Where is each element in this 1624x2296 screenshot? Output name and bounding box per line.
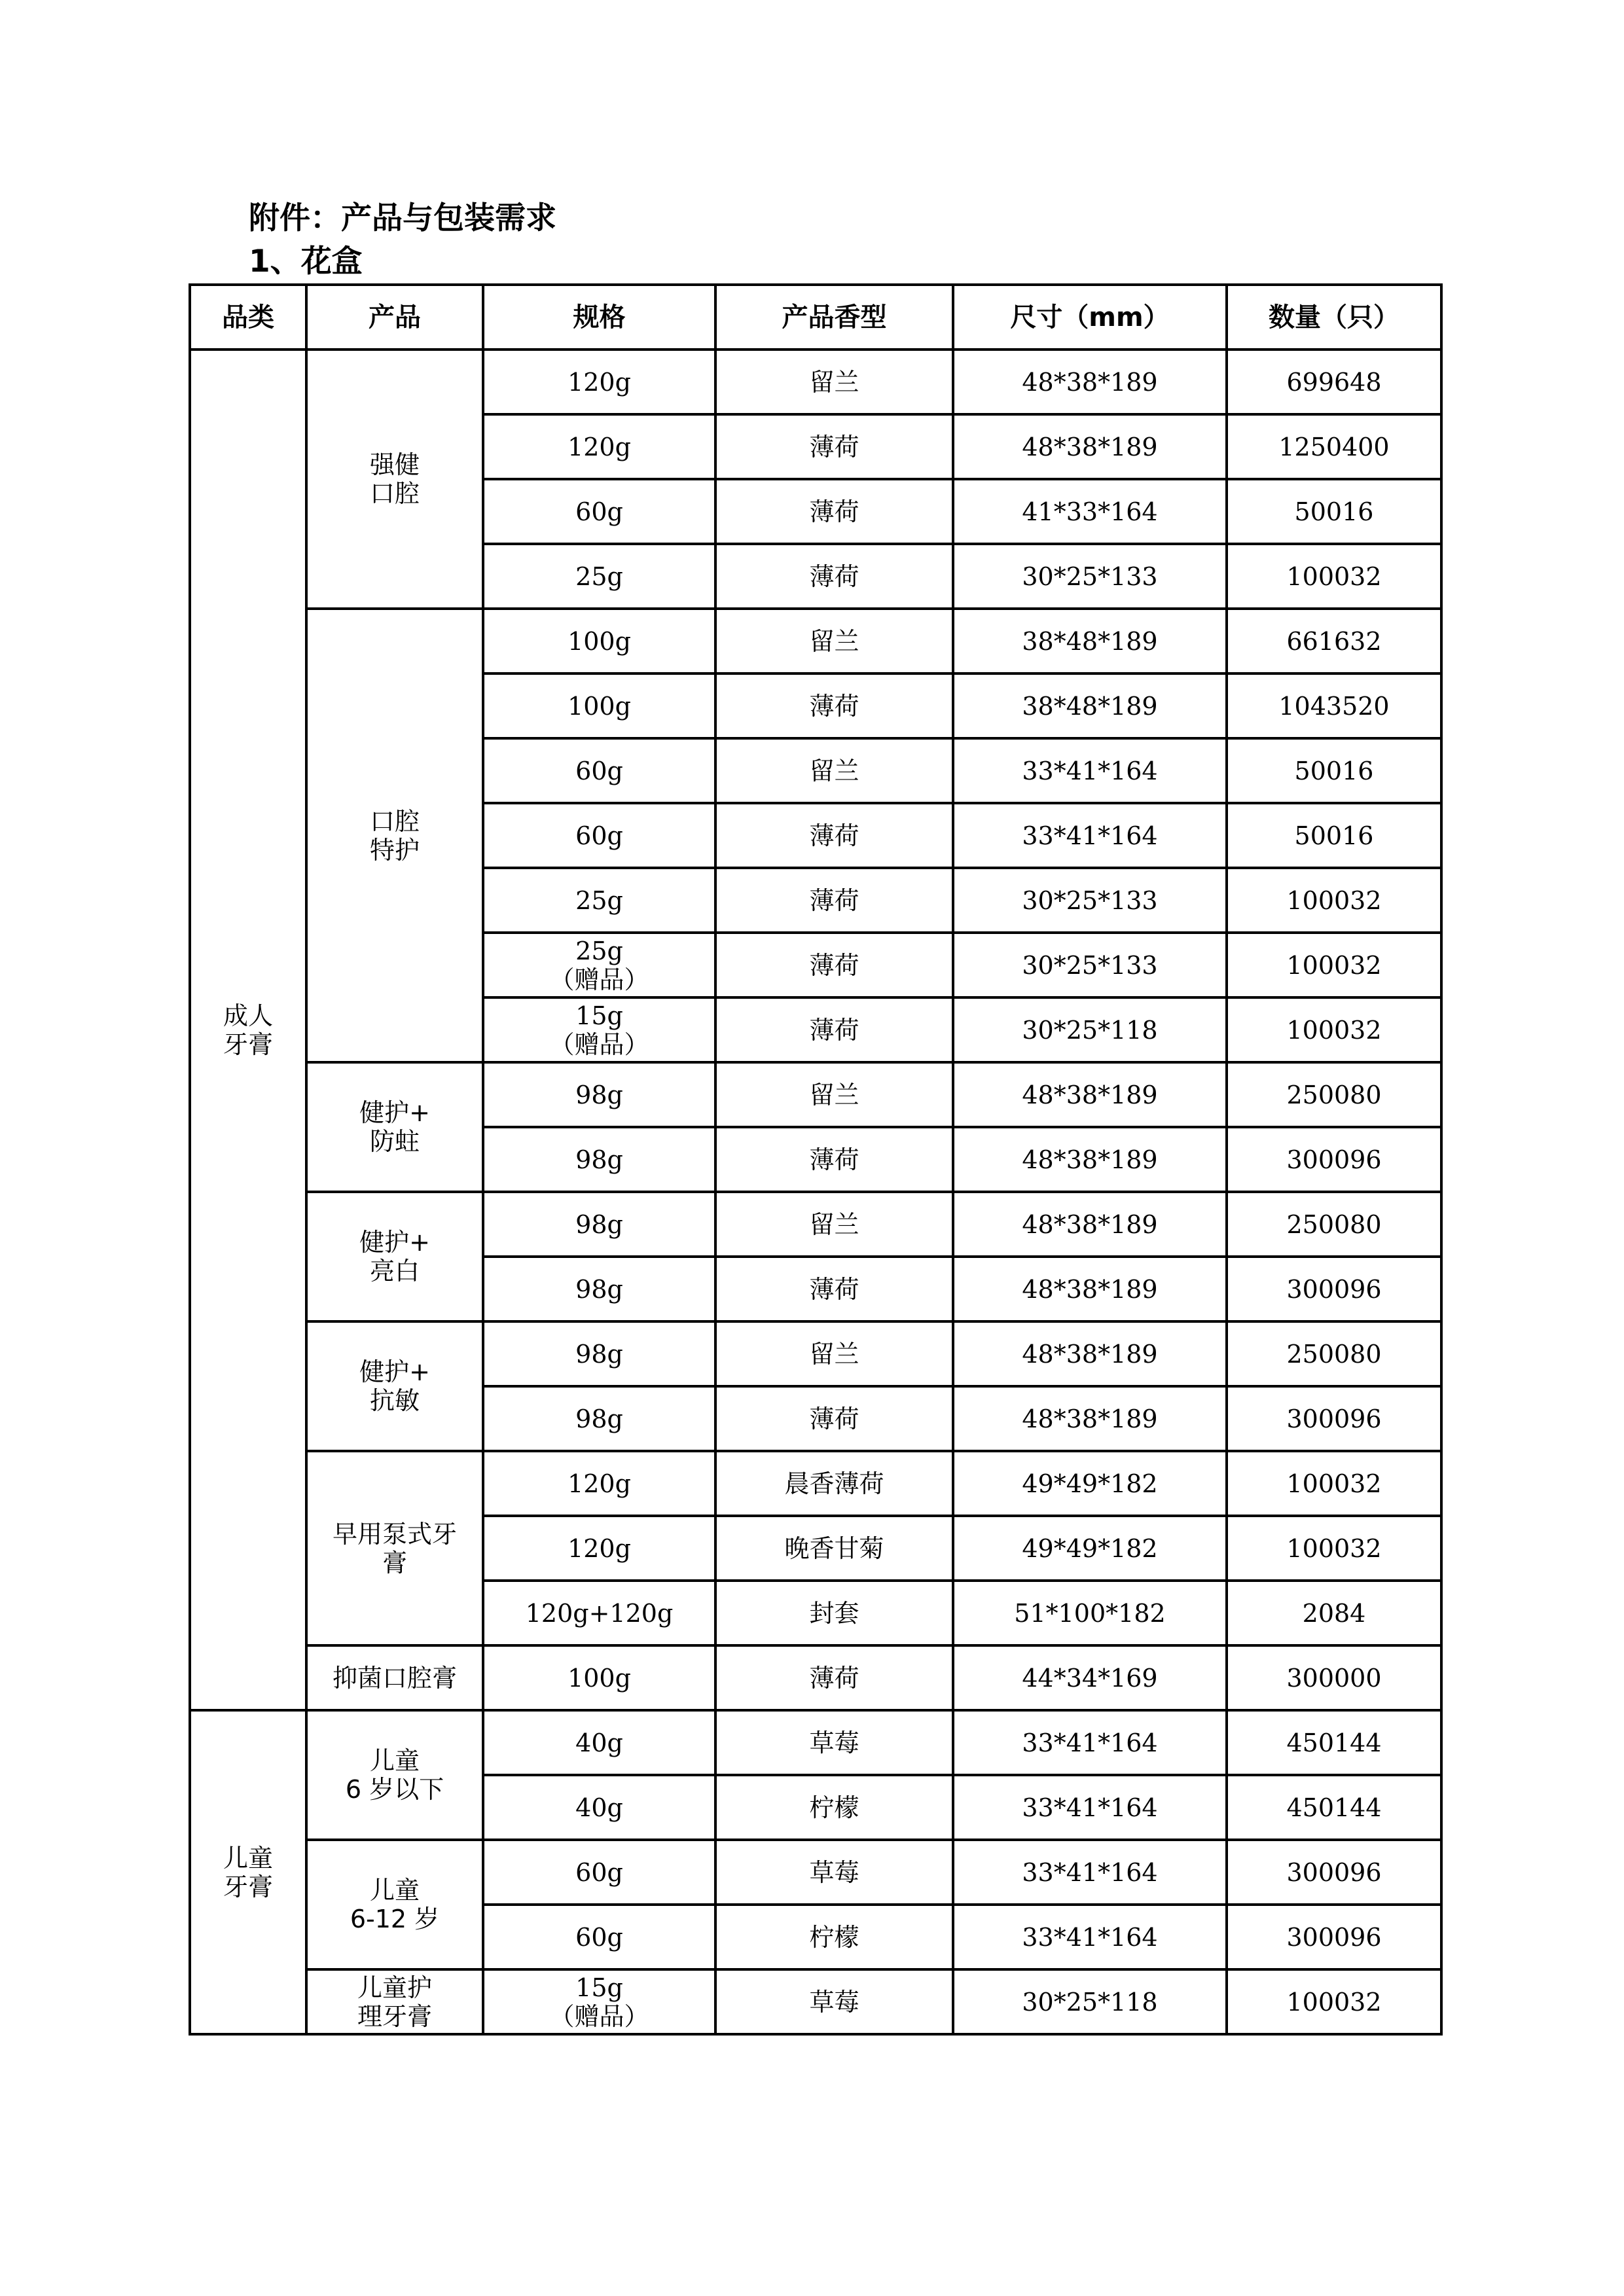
- scent-cell: 薄荷: [715, 544, 953, 609]
- quantity-cell: 100032: [1227, 1969, 1441, 2034]
- header-product: 产品: [306, 285, 483, 350]
- spec-cell: 120g: [483, 414, 715, 479]
- quantity-cell: 100032: [1227, 933, 1441, 997]
- size-cell: 38*48*189: [953, 609, 1227, 673]
- size-cell: 49*49*182: [953, 1451, 1227, 1516]
- scent-cell: 草莓: [715, 1969, 953, 2034]
- spec-cell: 15g （赠品）: [483, 997, 715, 1062]
- product-cell: 健护+ 抗敏: [306, 1321, 483, 1451]
- spec-cell: 40g: [483, 1710, 715, 1775]
- scent-cell: 留兰: [715, 1062, 953, 1127]
- scent-cell: 薄荷: [715, 479, 953, 544]
- spec-cell: 98g: [483, 1127, 715, 1192]
- size-cell: 48*38*189: [953, 1192, 1227, 1257]
- header-spec: 规格: [483, 285, 715, 350]
- section-title: 1、花盒: [249, 243, 363, 279]
- header-category: 品类: [190, 285, 306, 350]
- size-cell: 30*25*133: [953, 868, 1227, 933]
- size-cell: 48*38*189: [953, 350, 1227, 414]
- product-cell: 早用泵式牙 膏: [306, 1451, 483, 1645]
- size-cell: 49*49*182: [953, 1516, 1227, 1581]
- scent-cell: 留兰: [715, 350, 953, 414]
- size-cell: 33*41*164: [953, 803, 1227, 868]
- size-cell: 30*25*118: [953, 997, 1227, 1062]
- spec-cell: 100g: [483, 1645, 715, 1710]
- size-cell: 51*100*182: [953, 1581, 1227, 1645]
- quantity-cell: 100032: [1227, 544, 1441, 609]
- table-row: [190, 1710, 1441, 1775]
- quantity-cell: 250080: [1227, 1062, 1441, 1127]
- quantity-cell: 2084: [1227, 1581, 1441, 1645]
- spec-cell: 60g: [483, 1905, 715, 1969]
- product-cell: 儿童 6-12 岁: [306, 1840, 483, 1969]
- table-row: [190, 1645, 1441, 1710]
- scent-cell: 薄荷: [715, 673, 953, 738]
- spec-cell: 98g: [483, 1386, 715, 1451]
- size-cell: 48*38*189: [953, 1257, 1227, 1321]
- spec-cell: 98g: [483, 1192, 715, 1257]
- quantity-cell: 100032: [1227, 868, 1441, 933]
- scent-cell: 草莓: [715, 1710, 953, 1775]
- scent-cell: 留兰: [715, 1192, 953, 1257]
- quantity-cell: 1043520: [1227, 673, 1441, 738]
- scent-cell: 留兰: [715, 738, 953, 803]
- spec-cell: 98g: [483, 1321, 715, 1386]
- size-cell: 48*38*189: [953, 1062, 1227, 1127]
- scent-cell: 薄荷: [715, 414, 953, 479]
- product-cell: 强健 口腔: [306, 350, 483, 609]
- spec-cell: 120g+120g: [483, 1581, 715, 1645]
- product-cell: 健护+ 亮白: [306, 1192, 483, 1321]
- quantity-cell: 699648: [1227, 350, 1441, 414]
- size-cell: 48*38*189: [953, 414, 1227, 479]
- quantity-cell: 450144: [1227, 1775, 1441, 1840]
- product-cell: 儿童 6 岁以下: [306, 1710, 483, 1840]
- size-cell: 48*38*189: [953, 1321, 1227, 1386]
- quantity-cell: 1250400: [1227, 414, 1441, 479]
- spec-cell: 15g （赠品）: [483, 1969, 715, 2034]
- table-row: [190, 1192, 1441, 1257]
- spec-cell: 25g: [483, 544, 715, 609]
- scent-cell: 薄荷: [715, 933, 953, 997]
- product-cell: 健护+ 防蛀: [306, 1062, 483, 1192]
- scent-cell: 薄荷: [715, 1257, 953, 1321]
- spec-cell: 120g: [483, 350, 715, 414]
- scent-cell: 薄荷: [715, 997, 953, 1062]
- quantity-cell: 300096: [1227, 1905, 1441, 1969]
- quantity-cell: 50016: [1227, 738, 1441, 803]
- quantity-cell: 300000: [1227, 1645, 1441, 1710]
- spec-cell: 60g: [483, 738, 715, 803]
- scent-cell: 晨香薄荷: [715, 1451, 953, 1516]
- spec-cell: 60g: [483, 803, 715, 868]
- table-row: [190, 1969, 1441, 2034]
- size-cell: 48*38*189: [953, 1127, 1227, 1192]
- table-row: [190, 1062, 1441, 1127]
- spec-cell: 60g: [483, 479, 715, 544]
- spec-cell: 40g: [483, 1775, 715, 1840]
- size-cell: 30*25*133: [953, 933, 1227, 997]
- scent-cell: 柠檬: [715, 1775, 953, 1840]
- size-cell: 44*34*169: [953, 1645, 1227, 1710]
- table-row: [190, 1840, 1441, 1905]
- quantity-cell: 300096: [1227, 1257, 1441, 1321]
- scent-cell: 薄荷: [715, 803, 953, 868]
- scent-cell: 留兰: [715, 1321, 953, 1386]
- size-cell: 38*48*189: [953, 673, 1227, 738]
- spec-cell: 120g: [483, 1516, 715, 1581]
- scent-cell: 薄荷: [715, 1645, 953, 1710]
- spec-cell: 100g: [483, 609, 715, 673]
- spec-cell: 25g: [483, 868, 715, 933]
- size-cell: 33*41*164: [953, 1710, 1227, 1775]
- product-cell: 抑菌口腔膏: [306, 1645, 483, 1710]
- size-cell: 41*33*164: [953, 479, 1227, 544]
- table-row: [190, 1321, 1441, 1386]
- scent-cell: 薄荷: [715, 868, 953, 933]
- spec-cell: 120g: [483, 1451, 715, 1516]
- product-packaging-table: [189, 283, 1443, 2036]
- product-cell: 儿童护 理牙膏: [306, 1969, 483, 2034]
- size-cell: 33*41*164: [953, 1840, 1227, 1905]
- spec-cell: 98g: [483, 1062, 715, 1127]
- header-scent: 产品香型: [715, 285, 953, 350]
- size-cell: 33*41*164: [953, 1905, 1227, 1969]
- table-row: [190, 609, 1441, 673]
- table-header-row: [190, 285, 1441, 350]
- quantity-cell: 300096: [1227, 1386, 1441, 1451]
- quantity-cell: 100032: [1227, 997, 1441, 1062]
- scent-cell: 柠檬: [715, 1905, 953, 1969]
- document-title: 附件：产品与包装需求: [249, 200, 556, 236]
- quantity-cell: 100032: [1227, 1451, 1441, 1516]
- scent-cell: 封套: [715, 1581, 953, 1645]
- quantity-cell: 250080: [1227, 1321, 1441, 1386]
- category-cell: 儿童 牙膏: [190, 1710, 306, 2034]
- header-size: 尺寸（mm）: [953, 285, 1227, 350]
- size-cell: 33*41*164: [953, 1775, 1227, 1840]
- quantity-cell: 100032: [1227, 1516, 1441, 1581]
- size-cell: 48*38*189: [953, 1386, 1227, 1451]
- scent-cell: 留兰: [715, 609, 953, 673]
- table-row: [190, 350, 1441, 414]
- size-cell: 33*41*164: [953, 738, 1227, 803]
- spec-cell: 25g （赠品）: [483, 933, 715, 997]
- quantity-cell: 250080: [1227, 1192, 1441, 1257]
- product-cell: 口腔 特护: [306, 609, 483, 1062]
- spec-cell: 60g: [483, 1840, 715, 1905]
- size-cell: 30*25*133: [953, 544, 1227, 609]
- category-cell: 成人 牙膏: [190, 350, 306, 1710]
- scent-cell: 晚香甘菊: [715, 1516, 953, 1581]
- quantity-cell: 50016: [1227, 479, 1441, 544]
- quantity-cell: 300096: [1227, 1127, 1441, 1192]
- spec-cell: 98g: [483, 1257, 715, 1321]
- quantity-cell: 450144: [1227, 1710, 1441, 1775]
- quantity-cell: 50016: [1227, 803, 1441, 868]
- spec-cell: 100g: [483, 673, 715, 738]
- quantity-cell: 661632: [1227, 609, 1441, 673]
- scent-cell: 薄荷: [715, 1127, 953, 1192]
- scent-cell: 薄荷: [715, 1386, 953, 1451]
- quantity-cell: 300096: [1227, 1840, 1441, 1905]
- size-cell: 30*25*118: [953, 1969, 1227, 2034]
- table-row: [190, 1451, 1441, 1516]
- scent-cell: 草莓: [715, 1840, 953, 1905]
- header-quantity: 数量（只）: [1227, 285, 1441, 350]
